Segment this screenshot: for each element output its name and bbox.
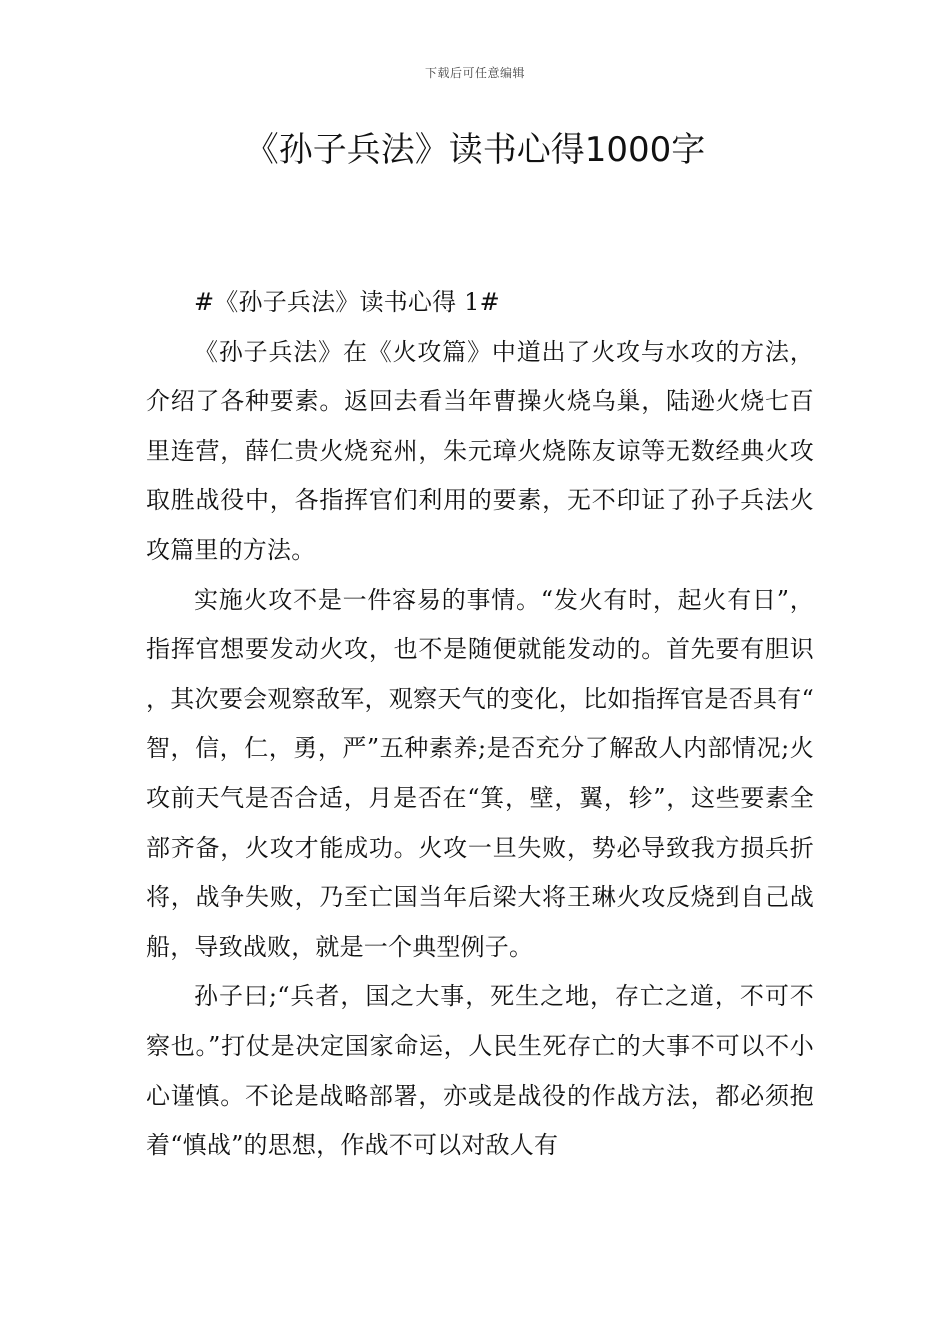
paragraph-fire-attack-methods: 《孙子兵法》在《火攻篇》中道出了火攻与水攻的方法，介绍了各种要素。返回去看当年曹操火烧乌巢，陆逊火烧七百里连营，薛仁贵火烧兖州，朱元璋火烧陈友谅等无数经典火攻取胜战役中，各指挥官们利用的要素，无不印证了孙子兵法火攻篇里的方法。 [146, 337, 814, 564]
document-title: 《孙子兵法》读书心得1000字 [244, 130, 706, 170]
header-note: 下载后可任意编辑 [424, 66, 525, 80]
paragraph-sunzi-quote: 孙子曰;“兵者，国之大事，死生之地，存亡之道，不可不察也。”打仗是决定国家命运，人民生死存亡的大事不可以不小心谨慎。不论是战略部署，亦或是战役的作战方法，都必须抱着“慎战”的思想，作战不可以对敌人有 [146, 982, 814, 1160]
paragraph-fire-attack-difficulty: 实施火攻不是一件容易的事情。“发火有时，起火有日”，指挥官想要发动火攻，也不是随便就能发动的。首先要有胆识，其次要会观察敌军，观察天气的变化，比如指挥官是否具有“智，信，仁，勇，严”五种素养;是否充分了解敌人内部情况;火攻前天气是否合适，月是否在“箕，壁，翼，轸”，这些要素全部齐备，火攻才能成功。火攻一旦失败，势必导致我方损兵折将，战争失败，乃至亡国当年后梁大将王琳火攻反烧到自己战船，导致战败，就是一个典型例子。 [146, 585, 814, 961]
section-heading: #《孙子兵法》读书心得 1# [194, 288, 500, 316]
document-body [146, 278, 814, 1171]
